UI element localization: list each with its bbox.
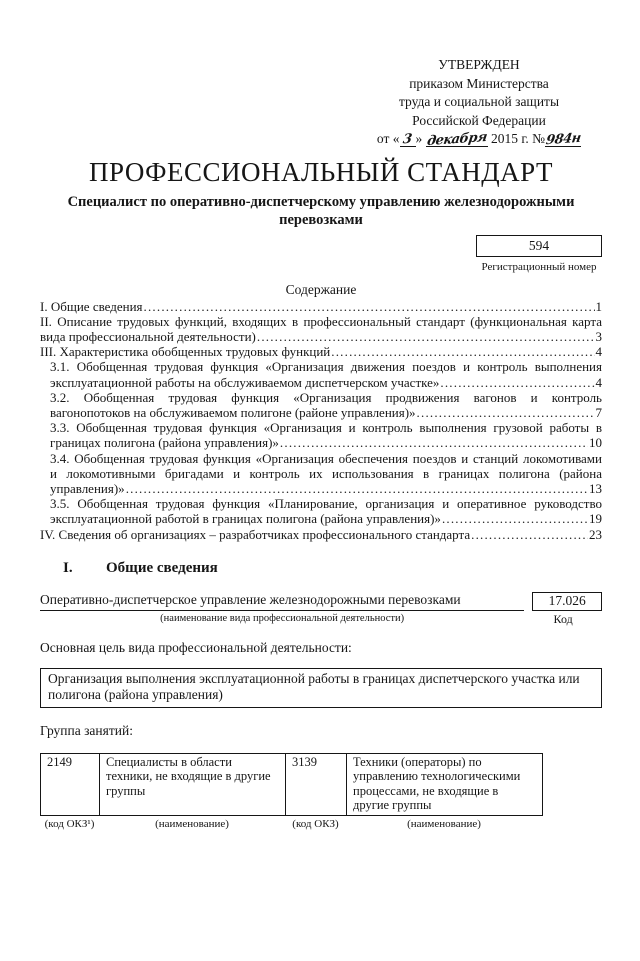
toc-line bbox=[50, 375, 602, 390]
toc-entry-text: IV. Сведения об организациях – разработчиках профессионального стандарта bbox=[40, 526, 471, 542]
approval-date-line bbox=[356, 130, 602, 149]
activity-name: Оперативно-диспетчерское управление железнодорожными перевозками bbox=[40, 592, 524, 611]
toc-entry-text: управления)» bbox=[50, 480, 125, 496]
section-title: Общие сведения bbox=[106, 559, 218, 576]
toc-title: Содержание bbox=[285, 281, 357, 297]
toc-line bbox=[40, 299, 602, 314]
table-caption: (наименование) bbox=[155, 817, 229, 830]
dot-leader bbox=[440, 375, 594, 390]
dot-leader bbox=[442, 511, 588, 526]
code-label: Код bbox=[553, 611, 573, 626]
section-heading bbox=[40, 560, 602, 577]
occupations-table bbox=[40, 753, 543, 816]
toc-entry-text: III. Характеристика обобщенных трудовых функций bbox=[40, 344, 331, 360]
date-close: » bbox=[415, 131, 423, 146]
dot-leader bbox=[417, 405, 595, 420]
occupation-code-cell: 2149 bbox=[41, 753, 100, 815]
toc-page-number: 23 bbox=[589, 526, 602, 542]
order-number-blank bbox=[545, 132, 581, 147]
approval-status: УТВЕРЖДЕН bbox=[438, 57, 520, 72]
date-month-blank bbox=[425, 129, 488, 150]
toc-line: II. Описание трудовых функций, входящих в профессиональный стандарт (функциональная карта bbox=[40, 313, 602, 329]
table-row bbox=[41, 753, 543, 815]
registration-number-box bbox=[476, 235, 602, 257]
toc-entry-text: вагонопотоков на обслуживаемом полигоне (районе управления)» bbox=[50, 404, 416, 420]
toc-entry-text: эксплуатационной работой в границах полигона (района управления)» bbox=[50, 511, 441, 527]
toc-entry bbox=[40, 451, 602, 497]
date-day-blank bbox=[400, 132, 416, 147]
toc-line: 3.4. Обобщенная трудовая функция «Организация обеспечения поездов и станций локомотивами bbox=[50, 450, 602, 466]
toc-entry bbox=[40, 390, 602, 420]
handwritten-order-number: 984н bbox=[544, 130, 582, 149]
toc-line: и локомотивными бригадами и контроль их использования в границах полигона (района bbox=[50, 465, 602, 481]
dot-leader bbox=[126, 481, 588, 496]
document-title: ПРОФЕССИОНАЛЬНЫЙ СТАНДАРТ bbox=[88, 156, 554, 187]
approval-by-line: труда и социальной защиты bbox=[398, 94, 560, 109]
toc-entry bbox=[40, 359, 602, 389]
toc-entry bbox=[40, 344, 602, 359]
toc-page-number: 13 bbox=[589, 480, 602, 496]
toc-page-number: 10 bbox=[589, 435, 602, 451]
occupation-code-cell: 3139 bbox=[286, 753, 347, 815]
toc-entry-text: границах полигона (района управления)» bbox=[50, 435, 279, 451]
toc-entry bbox=[40, 496, 602, 526]
toc-entry-text: I. Общие сведения bbox=[40, 298, 143, 314]
toc-entry bbox=[40, 314, 602, 344]
toc-line: 3.5. Обобщенная трудовая функция «Планирование, организация и оперативное руководство bbox=[50, 496, 602, 512]
dot-leader bbox=[331, 344, 594, 359]
toc-entry bbox=[40, 420, 602, 450]
date-mid: 2015 г. № bbox=[491, 131, 546, 146]
toc-entry bbox=[40, 299, 602, 314]
occupation-name-cell: Специалисты в области техники, не входящие в другие группы bbox=[100, 753, 286, 815]
handwritten-month: декабря bbox=[425, 129, 488, 150]
toc-page-number: 4 bbox=[595, 374, 602, 390]
document-page bbox=[0, 56, 640, 961]
toc-line: 3.2. Обобщенная трудовая функция «Организация продвижения вагонов и контроль bbox=[50, 389, 602, 405]
occupation-group-label: Группа занятий: bbox=[40, 722, 133, 738]
toc-line bbox=[40, 329, 602, 344]
approval-by-line: Российской Федерации bbox=[412, 112, 546, 128]
toc-entry-text: эксплуатационной работы на обслуживаемом диспетчерском участке» bbox=[50, 374, 440, 390]
registration-number: 594 bbox=[528, 237, 550, 253]
toc-line bbox=[50, 435, 602, 450]
activity-code: 17.026 bbox=[548, 593, 586, 609]
registration-block bbox=[40, 235, 602, 273]
table-caption: (код ОКЗ) bbox=[292, 817, 339, 830]
toc-line: 3.3. Обобщенная трудовая функция «Организация и контроль выполнения грузовой работы в bbox=[50, 420, 602, 436]
toc-line: 3.1. Обобщенная трудовая функция «Организация движения поездов и контроль выполнения bbox=[50, 359, 602, 375]
section-number: I. bbox=[63, 559, 73, 576]
toc-page-number: 7 bbox=[595, 404, 602, 420]
registration-label: Регистрационный номер bbox=[481, 260, 597, 273]
approval-block bbox=[356, 56, 602, 149]
activity-caption: (наименование вида профессиональной деятельности) bbox=[160, 612, 405, 624]
toc-page-number: 4 bbox=[595, 344, 602, 360]
activity-row bbox=[40, 592, 602, 611]
dot-leader bbox=[280, 435, 588, 450]
toc-line bbox=[50, 405, 602, 420]
toc-page-number: 3 bbox=[595, 328, 602, 344]
dot-leader bbox=[257, 329, 595, 344]
date-prefix: от « bbox=[376, 131, 400, 146]
table-caption: (наименование) bbox=[407, 817, 481, 830]
table-of-contents bbox=[40, 299, 602, 542]
table-captions-row bbox=[40, 816, 542, 830]
dot-leader bbox=[144, 299, 595, 314]
activity-caption-row bbox=[40, 611, 602, 627]
toc-line bbox=[50, 511, 602, 526]
occupation-name-cell: Техники (операторы) по управлению технологическими процессами, не входящие в другие группы bbox=[347, 753, 543, 815]
handwritten-day: 3 bbox=[402, 131, 413, 148]
purpose-label: Основная цель вида профессиональной деятельности: bbox=[40, 639, 352, 655]
toc-entry bbox=[40, 527, 602, 542]
toc-line bbox=[50, 481, 602, 496]
toc-line bbox=[40, 344, 602, 359]
toc-page-number: 1 bbox=[595, 298, 602, 314]
dot-leader bbox=[471, 527, 588, 542]
document-subtitle: Специалист по оперативно-диспетчерскому управлению железнодорожными перевозками bbox=[67, 193, 575, 228]
approval-by-line: приказом Министерства bbox=[409, 75, 549, 91]
toc-page-number: 19 bbox=[589, 511, 602, 527]
activity-code-box bbox=[532, 592, 602, 611]
toc-entry-text: вида профессиональной деятельности) bbox=[40, 328, 256, 344]
purpose-box: Организация выполнения эксплуатационной работы в границах диспетчерского участка или полигона (района управления) bbox=[40, 668, 602, 708]
table-caption: (код ОКЗ¹) bbox=[44, 817, 95, 830]
toc-line bbox=[40, 527, 602, 542]
